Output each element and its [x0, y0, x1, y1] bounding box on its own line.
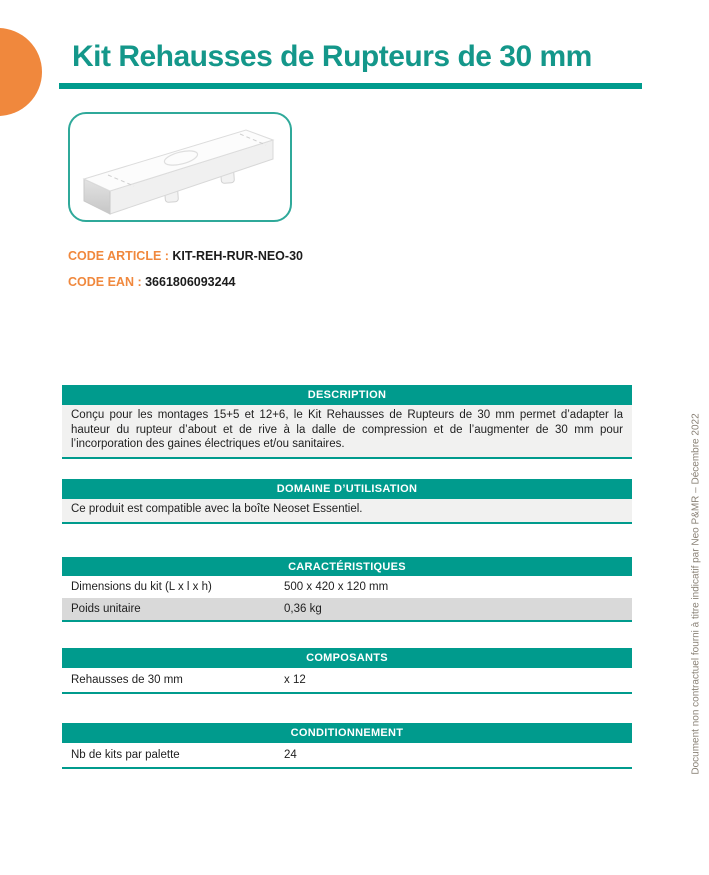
code-article-label: CODE ARTICLE :: [68, 249, 169, 263]
row-label: Rehausses de 30 mm: [71, 674, 183, 686]
code-ean-label: CODE EAN :: [68, 275, 142, 289]
product-3d-image: [70, 114, 290, 220]
page-title: Kit Rehausses de Rupteurs de 30 mm: [72, 40, 592, 73]
section-header-domaine: DOMAINE D’UTILISATION: [62, 479, 632, 499]
row-value: 500 x 420 x 120 mm: [284, 581, 389, 593]
row-label: Dimensions du kit (L x l x h): [71, 581, 212, 593]
section-header-description: DESCRIPTION: [62, 385, 632, 405]
code-ean-line: [68, 275, 235, 289]
brand-orange-circle: [0, 28, 42, 116]
row-label: Nb de kits par palette: [71, 749, 180, 761]
product-image-frame: [68, 112, 292, 222]
row-value: x 12: [284, 674, 306, 686]
row-label: Poids unitaire: [71, 603, 141, 615]
table-row: [62, 668, 632, 692]
code-article-value: KIT-REH-RUR-NEO-30: [172, 249, 303, 263]
row-value: 0,36 kg: [284, 603, 322, 615]
code-article-line: [68, 249, 303, 263]
section-body-domaine: Ce produit est compatible avec la boîte Neoset Essentiel.: [62, 499, 632, 524]
conditionnement-table: [62, 743, 632, 769]
composants-table: [62, 668, 632, 694]
table-row: [62, 743, 632, 767]
section-body-description: Conçu pour les montages 15+5 et 12+6, le Kit Rehausses de Rupteurs de 30 mm permet d’adapter la hauteur du rupteur d’about et de rive à la dalle de compression et de l’augmenter de 30 mm pour l’incorporation des gaines électriques et/ou sanitaires.: [62, 405, 632, 459]
table-row: [62, 598, 632, 620]
section-header-composants: COMPOSANTS: [62, 648, 632, 668]
section-header-conditionnement: CONDITIONNEMENT: [62, 723, 632, 743]
title-underline: [59, 83, 642, 89]
vertical-legal-note: Document non contractuel fourni à titre indicatif par Neo P&MR – Décembre 2022: [690, 413, 702, 775]
section-header-caracteristiques: CARACTÉRISTIQUES: [62, 557, 632, 576]
caracteristiques-table: [62, 576, 632, 622]
row-value: 24: [284, 749, 297, 761]
table-row: [62, 576, 632, 598]
code-ean-value: 3661806093244: [145, 275, 236, 289]
